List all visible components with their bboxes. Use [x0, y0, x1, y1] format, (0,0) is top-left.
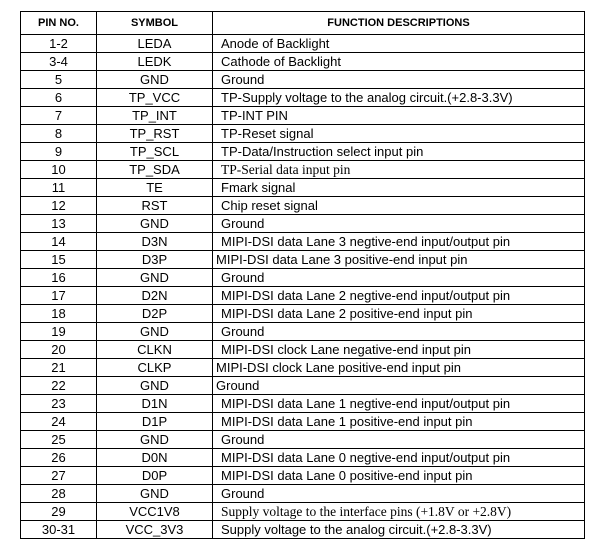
pin-cell: 23	[21, 395, 97, 413]
table-row	[21, 71, 585, 89]
table-row	[21, 125, 585, 143]
table-body	[21, 35, 585, 539]
header-function-descriptions: FUNCTION DESCRIPTIONS	[213, 12, 585, 35]
function-cell: Fmark signal	[213, 179, 585, 197]
function-cell: MIPI-DSI data Lane 0 positive-end input pin	[213, 467, 585, 485]
table-row	[21, 161, 585, 179]
pin-cell: 25	[21, 431, 97, 449]
table-row	[21, 449, 585, 467]
pin-cell: 7	[21, 107, 97, 125]
pin-cell: 11	[21, 179, 97, 197]
symbol-cell: GND	[97, 377, 213, 395]
table-row	[21, 233, 585, 251]
pin-cell: 1-2	[21, 35, 97, 53]
pin-description-table-wrap	[20, 11, 584, 539]
symbol-cell: GND	[97, 431, 213, 449]
symbol-cell: D2N	[97, 287, 213, 305]
table-row	[21, 179, 585, 197]
function-cell: Ground	[213, 269, 585, 287]
symbol-cell: CLKN	[97, 341, 213, 359]
symbol-cell: TP_SCL	[97, 143, 213, 161]
table-row	[21, 395, 585, 413]
pin-description-table	[20, 11, 585, 539]
symbol-cell: VCC1V8	[97, 503, 213, 521]
function-cell: MIPI-DSI clock Lane positive-end input pin	[213, 359, 585, 377]
function-cell: TP-Reset signal	[213, 125, 585, 143]
pin-cell: 19	[21, 323, 97, 341]
function-cell: MIPI-DSI data Lane 2 positive-end input pin	[213, 305, 585, 323]
pin-cell: 18	[21, 305, 97, 323]
symbol-cell: TP_RST	[97, 125, 213, 143]
function-cell: Cathode of Backlight	[213, 53, 585, 71]
function-cell: Ground	[213, 377, 585, 395]
symbol-cell: D0P	[97, 467, 213, 485]
function-cell: MIPI-DSI data Lane 0 negtive-end input/output pin	[213, 449, 585, 467]
function-cell: TP-Supply voltage to the analog circuit.(+2.8-3.3V)	[213, 89, 585, 107]
symbol-cell: TP_VCC	[97, 89, 213, 107]
pin-cell: 15	[21, 251, 97, 269]
header-symbol: SYMBOL	[97, 12, 213, 35]
table-row	[21, 485, 585, 503]
pin-cell: 24	[21, 413, 97, 431]
pin-cell: 3-4	[21, 53, 97, 71]
pin-cell: 16	[21, 269, 97, 287]
table-row	[21, 287, 585, 305]
pin-cell: 22	[21, 377, 97, 395]
symbol-cell: TP_SDA	[97, 161, 213, 179]
function-cell: MIPI-DSI data Lane 1 positive-end input pin	[213, 413, 585, 431]
pin-cell: 12	[21, 197, 97, 215]
table-row	[21, 53, 585, 71]
pin-cell: 28	[21, 485, 97, 503]
symbol-cell: GND	[97, 485, 213, 503]
pin-cell: 13	[21, 215, 97, 233]
pin-cell: 30-31	[21, 521, 97, 539]
table-row	[21, 521, 585, 539]
table-row	[21, 305, 585, 323]
function-cell: TP-Data/Instruction select input pin	[213, 143, 585, 161]
table-row	[21, 269, 585, 287]
symbol-cell: TP_INT	[97, 107, 213, 125]
table-row	[21, 377, 585, 395]
table-row	[21, 89, 585, 107]
function-cell: Ground	[213, 323, 585, 341]
symbol-cell: D3P	[97, 251, 213, 269]
symbol-cell: RST	[97, 197, 213, 215]
pin-cell: 27	[21, 467, 97, 485]
symbol-cell: GND	[97, 269, 213, 287]
table-row	[21, 323, 585, 341]
function-cell: MIPI-DSI data Lane 2 negtive-end input/output pin	[213, 287, 585, 305]
symbol-cell: D3N	[97, 233, 213, 251]
table-row	[21, 251, 585, 269]
table-header	[21, 12, 585, 35]
table-row	[21, 503, 585, 521]
pin-cell: 26	[21, 449, 97, 467]
function-cell: Ground	[213, 71, 585, 89]
function-cell: TP-Serial data input pin	[213, 161, 585, 179]
table-row	[21, 467, 585, 485]
pin-cell: 20	[21, 341, 97, 359]
function-cell: MIPI-DSI clock Lane negative-end input pin	[213, 341, 585, 359]
function-cell: Anode of Backlight	[213, 35, 585, 53]
table-row	[21, 413, 585, 431]
symbol-cell: VCC_3V3	[97, 521, 213, 539]
pin-cell: 6	[21, 89, 97, 107]
symbol-cell: D2P	[97, 305, 213, 323]
symbol-cell: D1P	[97, 413, 213, 431]
table-row	[21, 107, 585, 125]
symbol-cell: LEDK	[97, 53, 213, 71]
table-row	[21, 197, 585, 215]
symbol-cell: LEDA	[97, 35, 213, 53]
function-cell: Supply voltage to the analog circuit.(+2.8-3.3V)	[213, 521, 585, 539]
symbol-cell: GND	[97, 71, 213, 89]
table-row	[21, 143, 585, 161]
symbol-cell: TE	[97, 179, 213, 197]
pin-cell: 10	[21, 161, 97, 179]
table-row	[21, 359, 585, 377]
pin-cell: 17	[21, 287, 97, 305]
pin-cell: 9	[21, 143, 97, 161]
symbol-cell: D1N	[97, 395, 213, 413]
function-cell: Ground	[213, 215, 585, 233]
header-pin-no: PIN NO.	[21, 12, 97, 35]
table-row	[21, 215, 585, 233]
function-cell: TP-INT PIN	[213, 107, 585, 125]
function-cell: Ground	[213, 431, 585, 449]
pin-cell: 29	[21, 503, 97, 521]
pin-cell: 5	[21, 71, 97, 89]
function-cell: Supply voltage to the interface pins (+1.8V or +2.8V)	[213, 503, 585, 521]
function-cell: MIPI-DSI data Lane 1 negtive-end input/output pin	[213, 395, 585, 413]
pin-cell: 8	[21, 125, 97, 143]
table-row	[21, 431, 585, 449]
function-cell: MIPI-DSI data Lane 3 negtive-end input/output pin	[213, 233, 585, 251]
symbol-cell: CLKP	[97, 359, 213, 377]
header-row	[21, 12, 585, 35]
symbol-cell: GND	[97, 323, 213, 341]
symbol-cell: D0N	[97, 449, 213, 467]
table-row	[21, 35, 585, 53]
function-cell: Ground	[213, 485, 585, 503]
pin-cell: 21	[21, 359, 97, 377]
pin-cell: 14	[21, 233, 97, 251]
table-row	[21, 341, 585, 359]
function-cell: Chip reset signal	[213, 197, 585, 215]
symbol-cell: GND	[97, 215, 213, 233]
function-cell: MIPI-DSI data Lane 3 positive-end input pin	[213, 251, 585, 269]
